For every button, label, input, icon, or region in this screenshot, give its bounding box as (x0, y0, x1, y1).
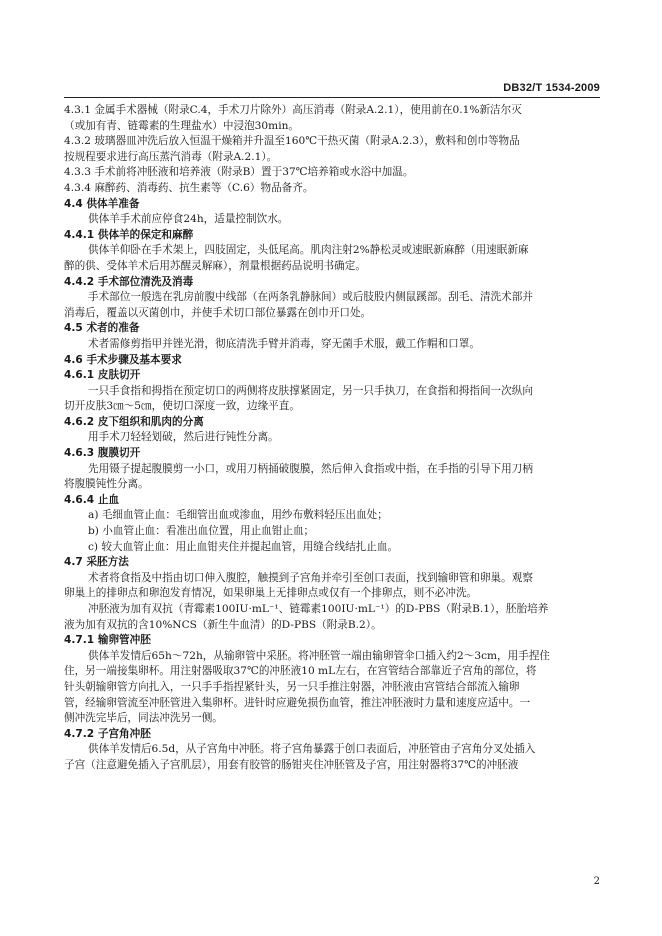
body-line: 消毒后，覆盖以灭菌创巾，并使手术切口部位暴露在创巾开口处。 (64, 306, 372, 319)
body-line: 术者需修剪指甲并锉光滑，彻底清洗手臂并消毒，穿无菌手术服，戴工作帽和口罩。 (88, 337, 480, 350)
body-line: 4.3.2 玻璃器皿冲洗后放入恒温干燥箱并升温至160℃干热灭菌（附录A.2.3），敷料和创巾等物品 (64, 135, 520, 148)
body-line: 醉的供、受体羊术后用苏醒灵解麻），剂量根据药品说明书确定。 (64, 259, 366, 272)
section-heading: 4.6 手术步骤及基本要求 (64, 353, 182, 366)
body-line: 供体羊仰卧在手术架上，四肢固定，头低尾高。肌肉注射2%静松灵或速眠新麻醉（用速眠新麻 (88, 244, 529, 257)
body-line: （或加有青、链霉素的生理盐水）中浸泡30min。 (64, 119, 300, 132)
body-line: 术者将食指及中指由切口伸入腹腔，触摸到子宫角并牵引至创口表面，找到输卵管和卵巢。观察 (88, 571, 533, 584)
body-line: 供体羊发情后6.5d，从子宫角中冲胚。将子宫角暴露于创口表面后，冲胚管由子宫角分叉处插入 (88, 743, 536, 756)
body-line: 切开皮肤3㎝～5㎝，使切口深度一致，边缘平直。 (64, 400, 300, 413)
section-heading: 4.6.2 皮下组织和肌肉的分离 (64, 415, 204, 428)
section-heading: 4.7.1 输卵管冲胚 (64, 634, 151, 647)
body-line: b) 小血管止血：看准出血位置，用止血钳止血； (88, 525, 315, 538)
section-heading: 4.6.4 止血 (64, 493, 120, 506)
body-line: a) 毛细血管止血：毛细管出血或渗血，用纱布敷料轻压出血处； (88, 509, 388, 522)
section-heading: 4.7 采胚方法 (64, 556, 129, 569)
body-line: 用手术刀轻轻划破，然后进行钝性分离。 (88, 431, 279, 444)
section-heading: 4.6.3 腹膜切开 (64, 447, 141, 460)
body-line: 将腹膜钝性分离。 (64, 478, 149, 491)
body-line: 供体羊发情后65h～72h，从输卵管中采胚。将冲胚管一端由输卵管伞口插入约2～3cm，用手捏住 (88, 649, 551, 662)
section-heading: 4.7.2 子宫角冲胚 (64, 727, 151, 740)
body-line: 卵巢上的排卵点和卵泡发育情况，如果卵巢上无排卵点或仅有一个排卵点，则不必冲洗。 (64, 587, 478, 600)
document-code: DB32/T 1534-2009 (503, 82, 600, 94)
body-line: 针头朝输卵管方向扎入，一只手手指捏紧针头，另一只手推注射器，冲胚液由宫管结合部流入输卵 (64, 680, 520, 693)
body-line: 冲胚液为加有双抗（青霉素100IU·mL⁻¹、链霉素100IU·mL⁻¹）的D-PBS（附录B.1），胚胎培养 (88, 603, 549, 615)
body-line: 4.3.4 麻醉药、消毒药、抗生素等（C.6）物品备齐。 (64, 181, 314, 194)
body-line: 子宫（注意避免插入子宫肌层），用套有胶管的肠钳夹住冲胚管及子宫，用注射器将37℃的冲胚液 (64, 758, 519, 771)
body-line: c) 较大血管止血：用止血钳夹住并提起血管，用缝合线结扎止血。 (88, 540, 399, 553)
section-heading: 4.6.1 皮肤切开 (64, 369, 141, 382)
section-heading: 4.4.1 供体羊的保定和麻醉 (64, 228, 194, 241)
body-line: 一只手食指和拇指在预定切口的两侧将皮肤撑紧固定，另一只手执刀，在食指和拇指间一次纵向 (88, 384, 533, 397)
document-body (64, 103, 598, 774)
body-line: 先用镊子提起腹膜剪一小口，或用刀柄捅破腹膜，然后伸入食指或中指，在手指的引导下用刀柄 (88, 462, 533, 475)
page-number: 2 (593, 876, 600, 887)
body-line: 管，经输卵管流至冲胚管进入集卵杯。进针时应避免损伤血管，推注冲胚液时力量和速度应适中。一 (64, 696, 531, 709)
body-line: 4.3.3 手术前将冲胚液和培养液（附录B）置于37℃培养箱或水浴中加温。 (64, 166, 414, 179)
section-heading: 4.4.2 手术部位清洗及消毒 (64, 275, 194, 288)
body-line: 侧冲洗完毕后，同法冲洗另一侧。 (64, 712, 223, 725)
body-line: 供体羊手术前应停食24h，适量控制饮水。 (88, 213, 289, 226)
body-line: 4.3.1 金属手术器械（附录C.4，手术刀片除外）高压消毒（附录A.2.1），使用前在0.1%新洁尔灭 (64, 104, 522, 116)
section-heading: 4.4 供体羊准备 (64, 197, 140, 210)
body-line: 按规程要求进行高压蒸汽消毒（附录A.2.1）。 (64, 150, 278, 163)
body-line: 手术部位一般选在乳房前腹中线部（在两条乳静脉间）或后肢股内侧鼠蹊部。刮毛、清洗术部并 (88, 291, 533, 304)
body-line: 液为加有双抗的含10%NCS（新生牛血清）的D-PBS（附录B.2）。 (64, 618, 382, 631)
body-line: 住，另一端接集卵杯。用注射器吸取37℃的冲胚液10 mL左右，在宫管结合部靠近子宫角的部位，将 (64, 665, 537, 678)
header-rule (64, 97, 600, 98)
section-heading: 4.5 术者的准备 (64, 322, 140, 335)
